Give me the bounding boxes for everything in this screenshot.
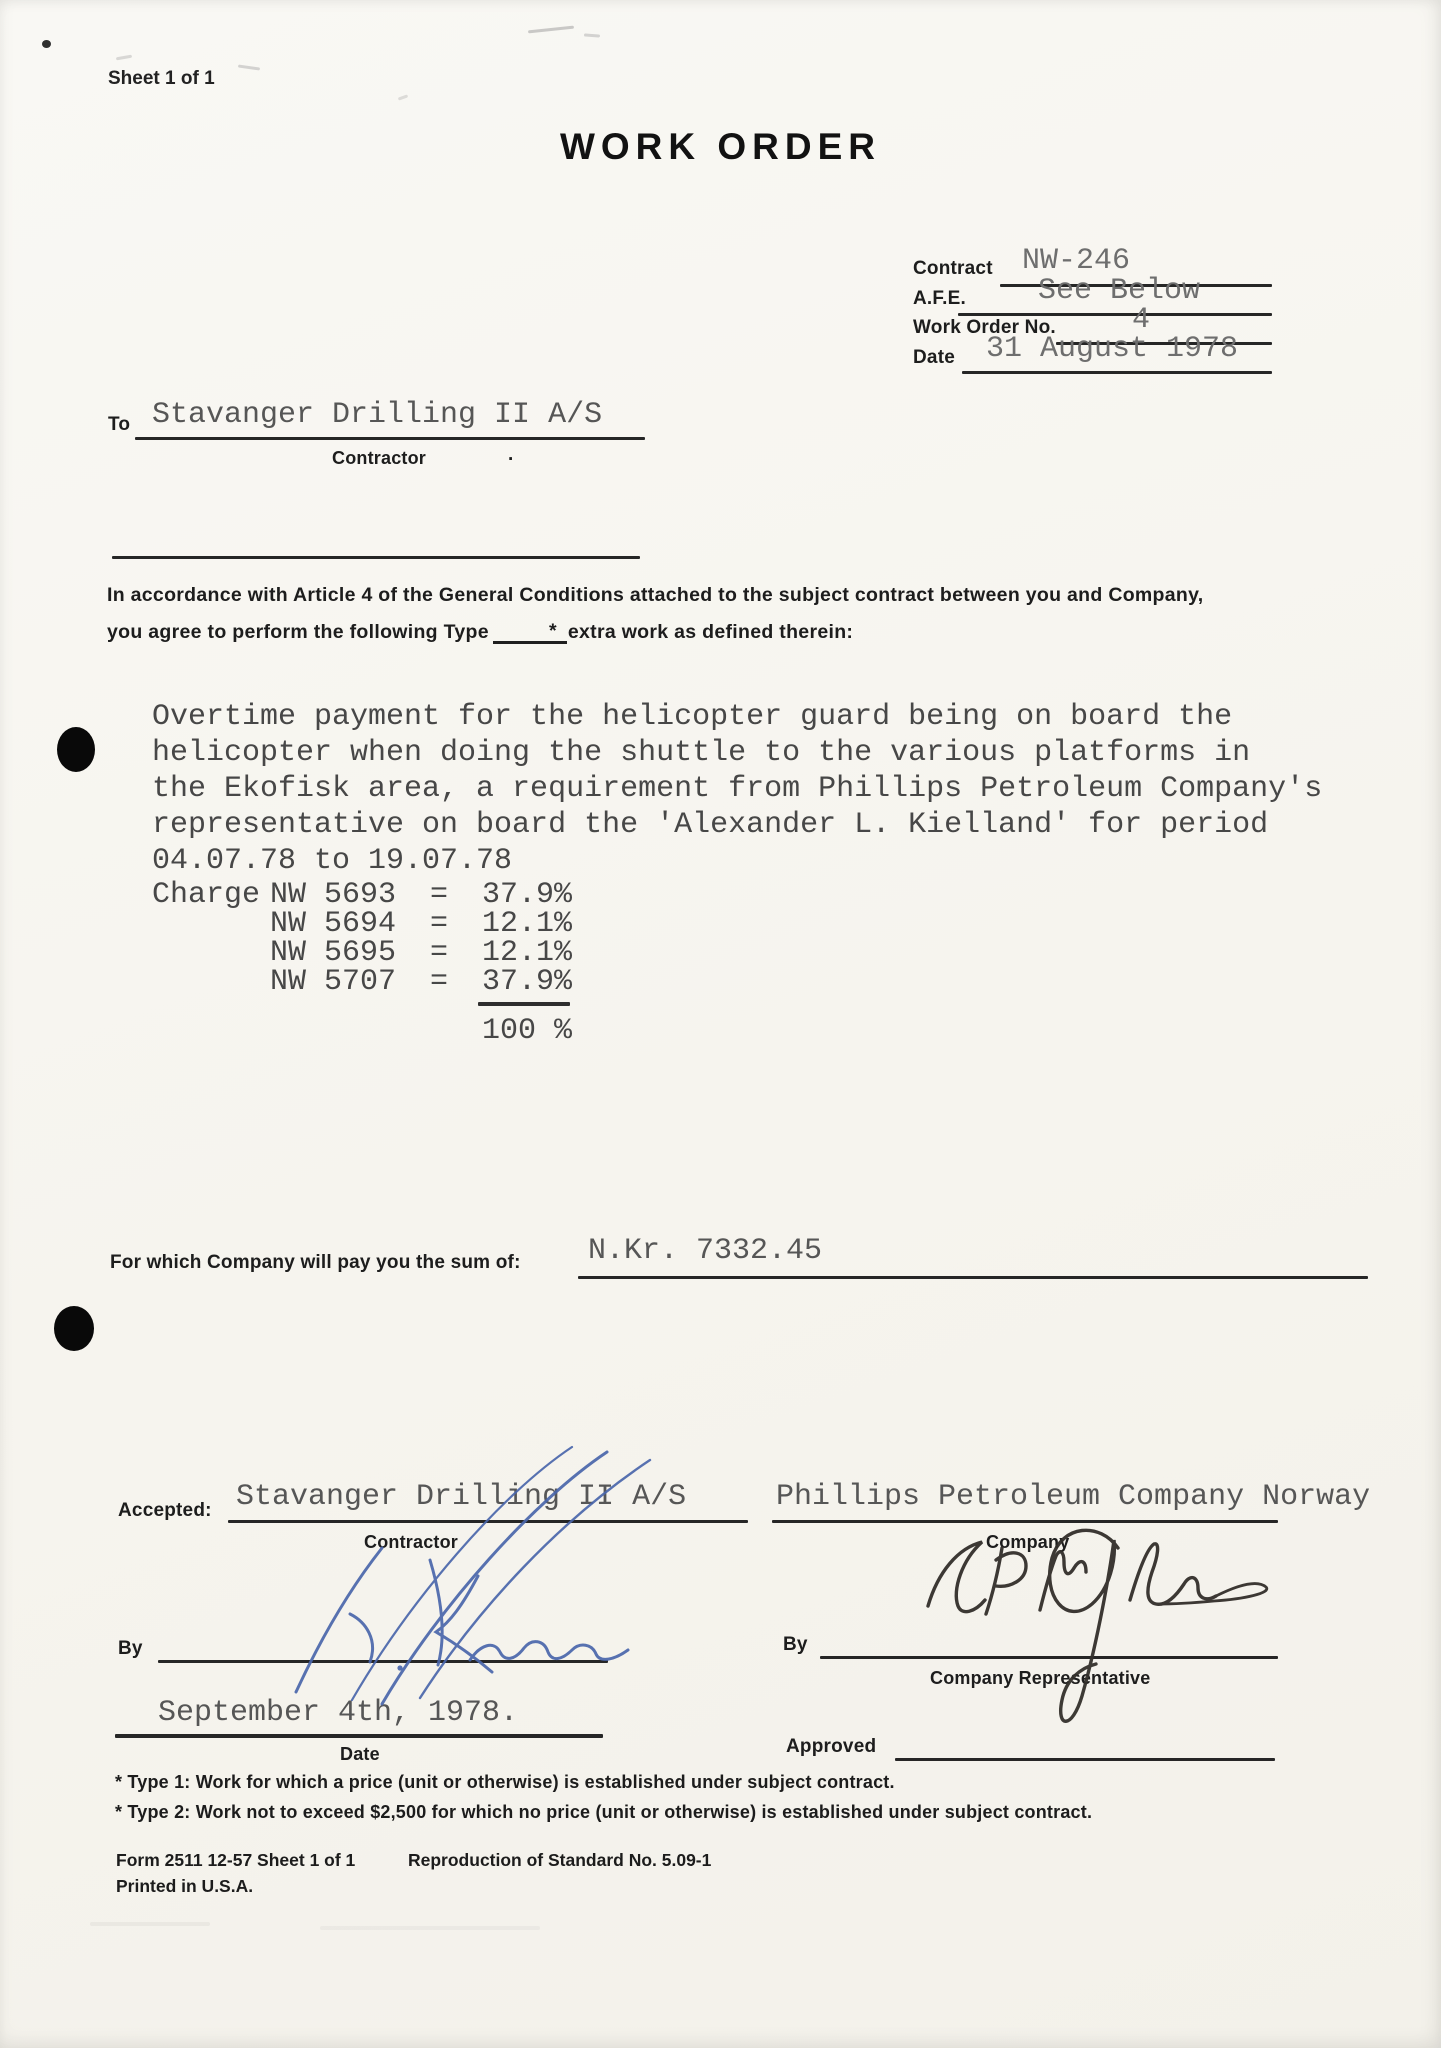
footer-reproduction: Reproduction of Standard No. 5.09-1 — [408, 1850, 712, 1870]
work-description-line: 04.07.78 to 19.07.78 — [152, 844, 513, 878]
date-value: 31 August 1978 — [986, 332, 1239, 366]
accepted-contractor-name: Stavanger Drilling II A/S — [236, 1480, 687, 1514]
company-name: Phillips Petroleum Company Norway — [776, 1480, 1371, 1514]
footnote-type1: * Type 1: Work for which a price (unit or otherwise) is established under subject contract. — [115, 1772, 895, 1792]
to-contractor-label: Contractor — [332, 448, 427, 468]
contract-value: NW-246 — [1022, 244, 1131, 278]
agreement-line2 — [107, 621, 853, 644]
equals-sign: = — [430, 907, 449, 941]
footer-form-info: Form 2511 12-57 Sheet 1 of 1 — [116, 1850, 356, 1870]
approved-label: Approved — [786, 1736, 877, 1757]
by-underline-left — [158, 1660, 608, 1663]
footnote-type2: * Type 2: Work not to exceed $2,500 for which no price (unit or otherwise) is established under subject contract. — [115, 1802, 1093, 1822]
equals-sign: = — [430, 936, 449, 970]
to-underline — [135, 437, 645, 440]
charge-label: Charge — [152, 878, 261, 912]
to-label: To — [108, 414, 131, 435]
charge-total: 100 % — [482, 1014, 573, 1048]
work-description-line: Overtime payment for the helicopter guard being on board the — [152, 700, 1233, 734]
acceptance-date-value: September 4th, 1978. — [158, 1696, 519, 1730]
scan-artifact — [398, 94, 408, 100]
sheet-label: Sheet 1 of 1 — [108, 68, 215, 89]
charge-code: NW 5695 — [270, 936, 397, 970]
charge-total-rule — [478, 1002, 570, 1006]
equals-sign: = — [430, 965, 449, 999]
contractor-label: Contractor — [364, 1532, 459, 1552]
charge-percent: 37.9% — [482, 965, 573, 999]
payment-value: N.Kr. 7332.45 — [588, 1234, 823, 1268]
agreement-line2-prefix: you agree to perform the following Type — [107, 621, 489, 643]
charge-percent: 37.9% — [482, 878, 573, 912]
approved-underline — [895, 1758, 1275, 1761]
work-description-line: helicopter when doing the shuttle to the various platforms in — [152, 736, 1251, 770]
by-underline-right — [820, 1656, 1278, 1659]
payment-label: For which Company will pay you the sum of: — [110, 1252, 521, 1273]
charge-code: NW 5694 — [270, 907, 397, 941]
hole-punch-mark — [57, 727, 95, 772]
afe-underline — [958, 313, 1272, 316]
work-description-line: representative on board the 'Alexander L. Kielland' for period — [152, 808, 1269, 842]
payment-underline — [578, 1276, 1368, 1279]
date-signature-underline — [115, 1734, 603, 1738]
date-label: Date — [913, 347, 955, 368]
page-title: WORK ORDER — [559, 126, 882, 167]
accepted-label: Accepted: — [118, 1500, 212, 1521]
work-order-no-label: Work Order No. — [913, 317, 1056, 338]
work-order-no-value: 4 — [1132, 303, 1151, 337]
scan-artifact — [116, 55, 132, 61]
company-representative-label: Company Representative — [930, 1668, 1151, 1688]
scan-artifact — [42, 40, 51, 48]
charge-percent: 12.1% — [482, 936, 573, 970]
to-value: Stavanger Drilling II A/S — [152, 398, 603, 432]
contract-label: Contract — [913, 258, 993, 279]
equals-sign: = — [430, 878, 449, 912]
by-label-right: By — [783, 1634, 808, 1655]
work-description-line: the Ekofisk area, a requirement from Phillips Petroleum Company's — [152, 772, 1323, 806]
agreement-line2-suffix: extra work as defined therein: — [567, 621, 854, 643]
charge-percent: 12.1% — [482, 907, 573, 941]
hole-punch-mark — [54, 1306, 94, 1351]
date-underline — [962, 371, 1272, 374]
scan-artifact — [584, 33, 600, 37]
scan-artifact — [528, 26, 574, 34]
afe-value: See Below — [1038, 274, 1201, 308]
afe-label: A.F.E. — [913, 288, 966, 309]
type-value: * — [548, 620, 557, 642]
agreement-line1: In accordance with Article 4 of the General Conditions attached to the subject contract between you and Company, — [107, 584, 1204, 606]
scan-artifact — [320, 1926, 540, 1930]
contractor-name-underline — [228, 1520, 748, 1523]
company-label: Company — [986, 1532, 1070, 1552]
by-label-left: By — [118, 1638, 143, 1659]
company-signature — [928, 1530, 1267, 1721]
blank-address-line — [112, 556, 640, 559]
charge-code: NW 5693 — [270, 878, 397, 912]
stray-period-mark: . — [508, 444, 514, 465]
date-signature-label: Date — [340, 1744, 380, 1764]
scan-artifact — [238, 64, 260, 70]
type-blank-field — [493, 621, 567, 644]
scan-artifact — [90, 1922, 210, 1926]
footer-printed: Printed in U.S.A. — [116, 1876, 254, 1896]
charge-code: NW 5707 — [270, 965, 397, 999]
company-name-underline — [772, 1520, 1278, 1523]
